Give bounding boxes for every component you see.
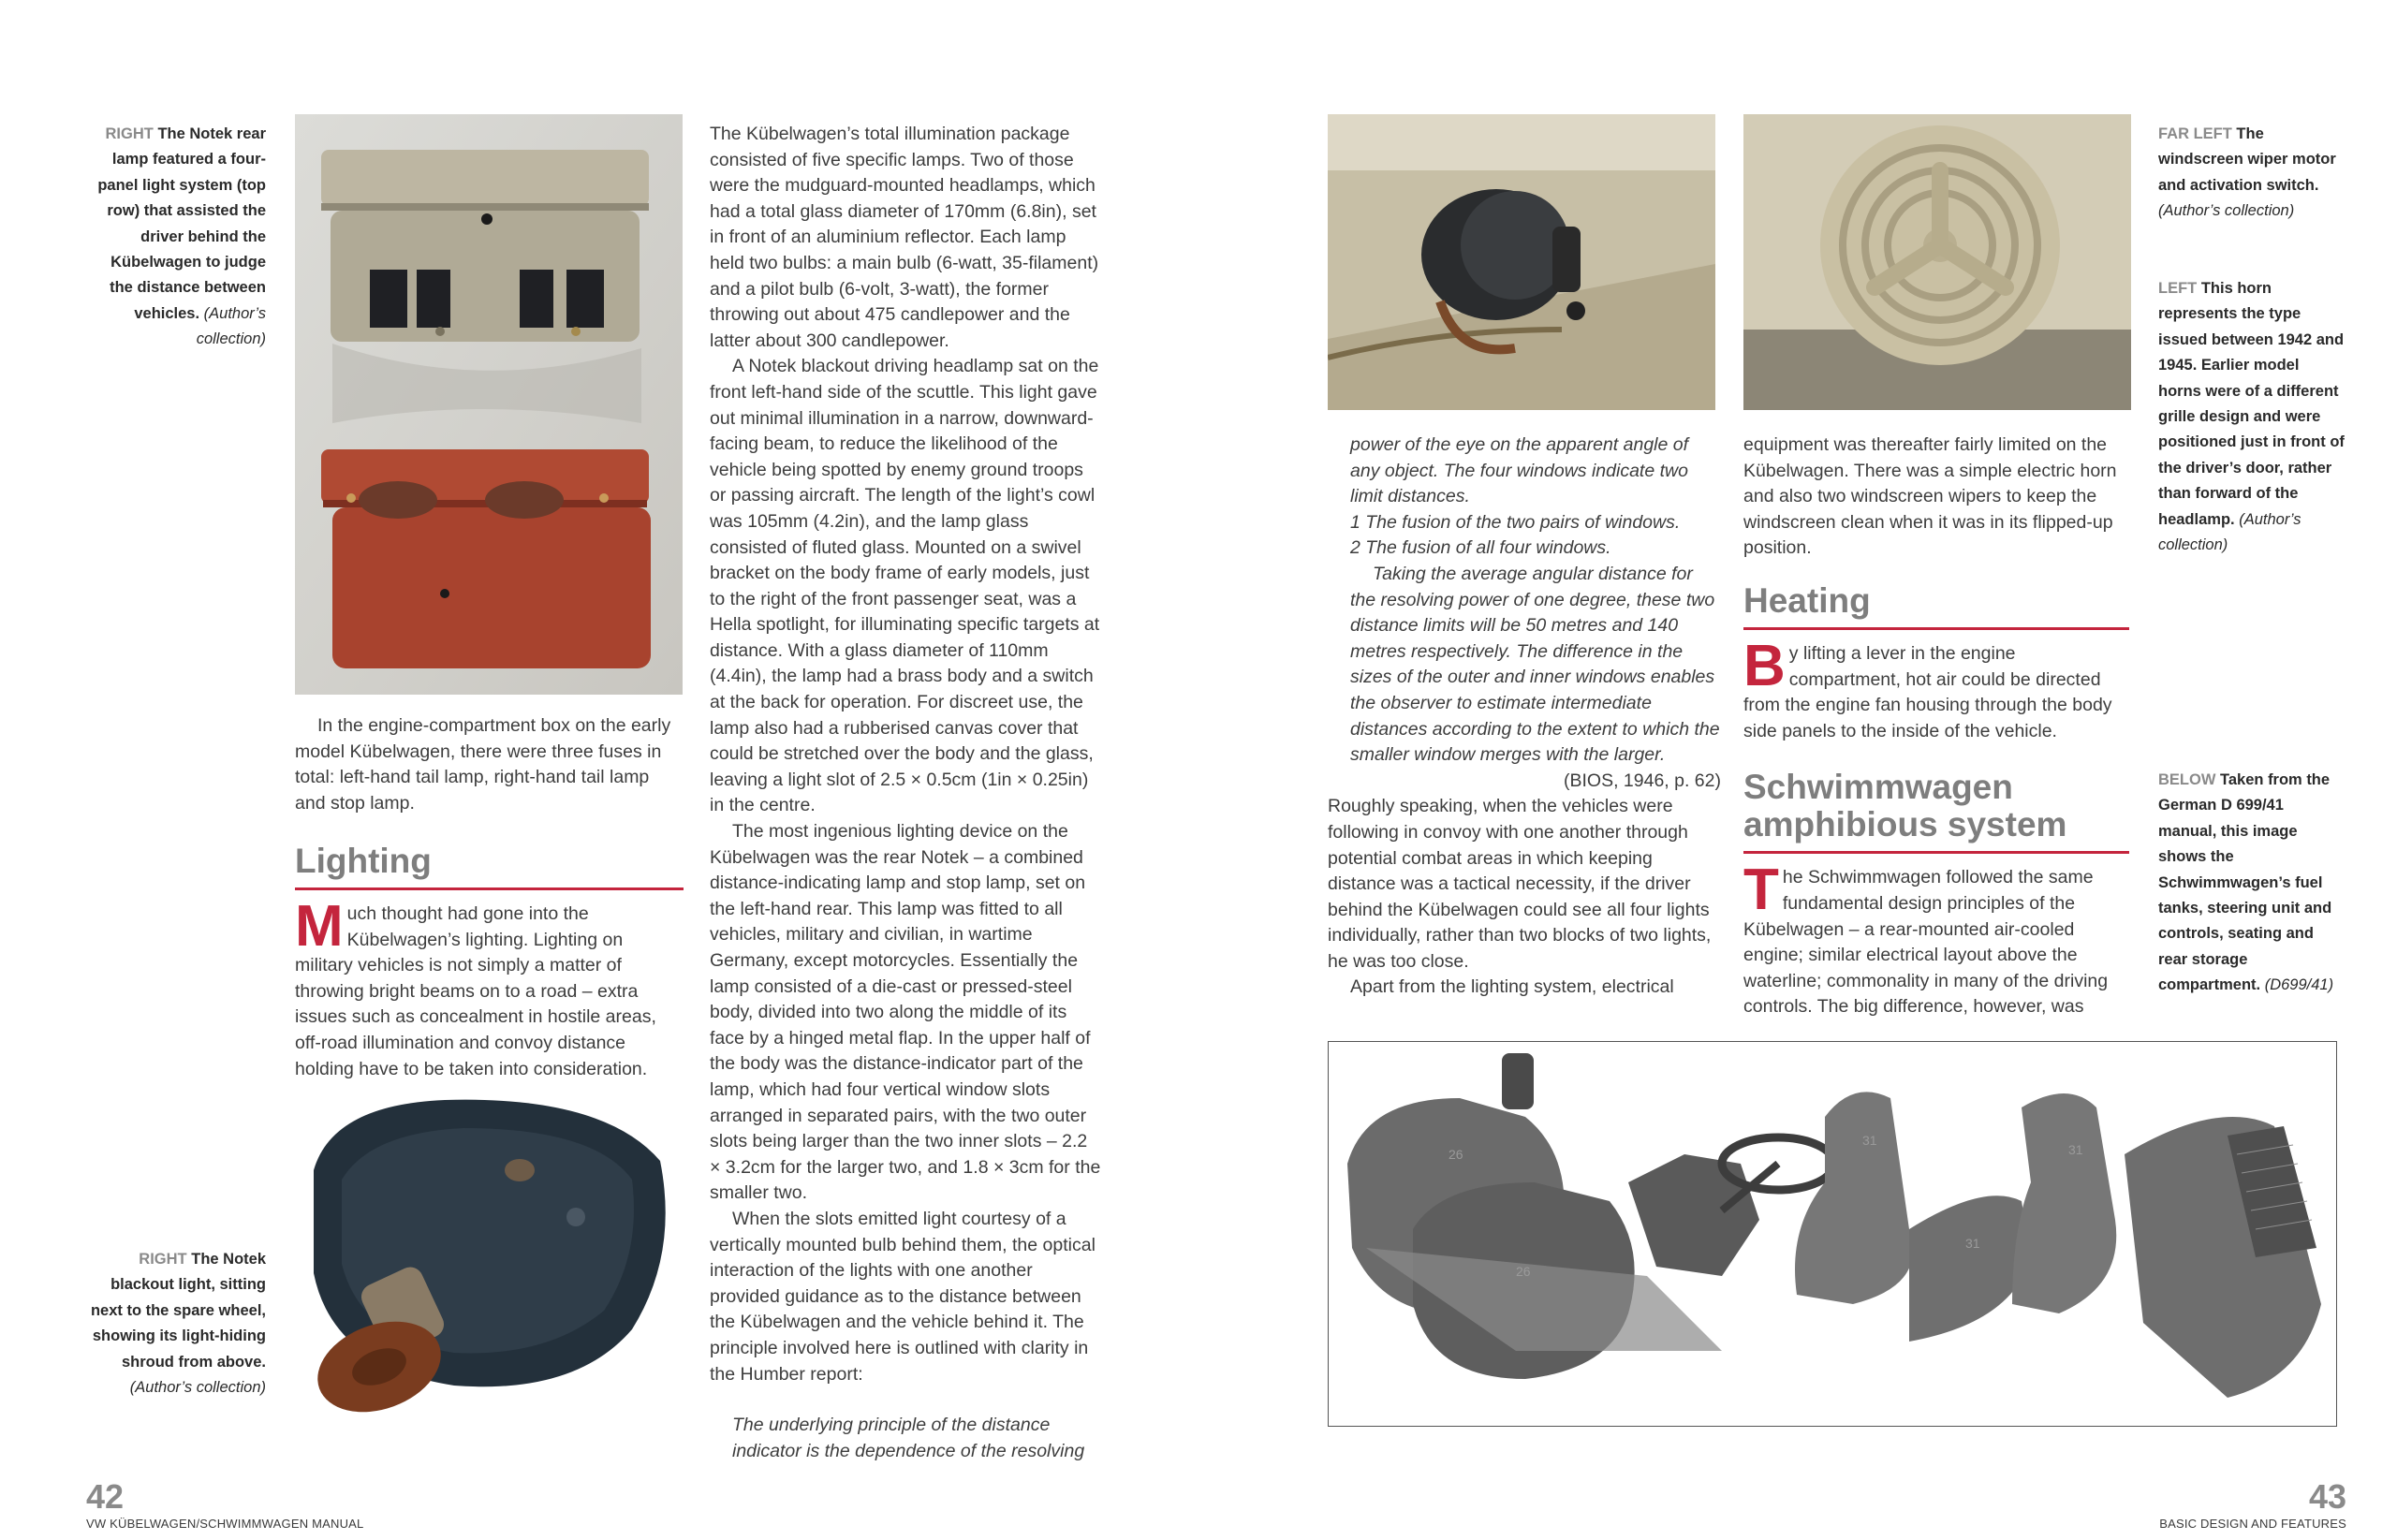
diagram-label: 31 [1965,1236,1980,1251]
lighting-dropcap: M [295,894,344,959]
page-number-right: 43 [2308,1477,2346,1516]
footer-right: BASIC DESIGN AND FEATURES [2159,1517,2346,1531]
lighting-heading-rule [295,887,684,890]
heating-section [1743,582,2129,744]
heating-body [1743,633,2129,744]
schwimmwagen-text: he Schwimmwagen followed the same fundamental design principles of the Kübelwagen – a rear-mounted air-cooled engine; similar electrical layout above the waterline; commonality in many of the driving controls. The big difference, however, was [1743,867,2109,1018]
caption-credit: (Author’s collection) [196,304,266,348]
caption-credit: (Author’s collection) [2158,510,2301,554]
caption-horn [2158,276,2346,558]
diagram-label: 31 [2068,1142,2083,1157]
diagram-label: 31 [1862,1133,1877,1148]
caption-notek-rear-lamp [86,122,266,353]
photo-wiper-motor [1328,114,1715,410]
caption-tag: LEFT [2158,280,2198,297]
caption-tag: RIGHT [139,1251,187,1268]
schwimmwagen-dropcap: T [1743,858,1779,923]
column-1-text [295,713,684,816]
lighting-section [295,843,684,1082]
lighting-heading: Lighting [295,842,432,880]
paragraph: The most ingenious lighting device on the Kübelwagen was the rear Notek – a combined distance-indicating lamp and stop lamp, set on the left-hand rear. This lamp was fitted to all vehicles, military and civilian, in wartime Germany, except motorcycles. Essentially the lamp consisted of a die-cast or pressed-steel body, divided into two along the middle of its face by a hinged metal flap. In the upper half of the body was the distance-indicator part of the lamp, which had four vertical window slots arranged in separated pairs, with the two outer slots being larger than the two inner slots – 2.2 × 3.2cm for the larger two, and 1.8 × 3cm for the smaller two. [710,821,1101,1204]
notek-blackout-light-illustration [295,1086,674,1414]
caption-credit: (Author’s collection) [129,1379,266,1397]
notek-rear-lamp-illustration [295,114,683,695]
horn-illustration [1743,114,2131,410]
heating-heading: Heating [1743,580,1871,620]
caption-text: Taken from the German D 699/41 manual, this image shows the Schwimmwagen’s fuel tanks, steering unit and controls, seating and rear storage compartment. [2158,771,2332,994]
humber-quote: The underlying principle of the distance indicator is the dependence of the resolving [732,1415,1085,1461]
wiper-motor-illustration [1328,114,1715,410]
diagram-label: 26 [1448,1147,1463,1162]
schwimmwagen-heading-line-2: amphibious system [1743,805,2067,844]
schwimmwagen-section [1743,769,2129,1020]
heating-dropcap: B [1743,633,1786,698]
heating-text: y lifting a lever in the engine compartment, hot air could be directed from the engine fan housing through the body side panels to the inside of the vehicle. [1743,642,2112,741]
caption-credit: (Author’s collection) [2158,202,2295,220]
bios-quote [1328,433,1721,769]
quote-line: Taking the average angular distance for the resolving power of one degree, these two distance limits will be 50 metres and 140 metres respectively. The difference in the sizes of the outer and inner windows enables the observer to estimate intermediate distances according to the extent to which the smaller window merges with the larger. [1350,563,1720,766]
paragraph: Roughly speaking, when the vehicles were following in convoy with one another through potential combat areas in which keeping distance was a tactical necessity, if the driver behind the Kübelwagen could see all four lights individually, rather than two blocks of two lights, he was too close. [1328,796,1712,972]
schwimmwagen-body [1743,858,2129,1020]
caption-text: The Notek rear lamp featured a four-panel light system (top row) that assisted the driver behind the Kübelwagen to judge the distance between vehicles. [97,125,266,322]
page-number-left: 42 [86,1477,125,1516]
schwimmwagen-manual-diagram [1328,1041,2337,1427]
caption-text: The windscreen wiper motor and activation switch. [2158,125,2336,194]
quote-line: 2 The fusion of all four windows. [1350,537,1611,559]
caption-wiper-motor [2158,122,2346,225]
caption-tag: FAR LEFT [2158,125,2232,142]
photo-horn [1743,114,2131,410]
schwimmwagen-heading-rule [1743,851,2129,854]
column-3-text [1328,433,1721,1001]
lighting-text: uch thought had gone into the Kübelwagen’s lighting. Lighting on military vehicles is not simply a matter of throwing bright beams on to a road – extra issues such as concealment in hostile areas, off-road illumination and convoy distance holding have to be taken into consideration. [295,903,656,1079]
column-4 [1743,433,2129,1020]
electrical-paragraph: equipment was thereafter fairly limited on the Kübelwagen. There was a simple electric horn and also two windscreen wipers to keep the windscreen clean when it was in its flipped-up position. [1743,434,2117,559]
footer-left: VW KÜBELWAGEN/SCHWIMMWAGEN MANUAL [86,1517,364,1531]
fuel-tanks-seating-illustration [1329,1042,2335,1425]
quote-line: 1 The fusion of the two pairs of windows. [1350,511,1681,533]
schwimmwagen-heading-line-1: Schwimmwagen [1743,768,2013,807]
caption-notek-blackout [86,1247,266,1401]
caption-manual-diagram [2158,768,2346,999]
diagram-label: 26 [1516,1264,1531,1279]
photo-notek-rear-lamp [295,114,683,695]
caption-tag: BELOW [2158,771,2216,788]
bios-citation: (BIOS, 1946, p. 62) [1563,770,1721,791]
lighting-body [295,894,684,1082]
paragraph: A Notek blackout driving headlamp sat on the front left-hand side of the scuttle. This light gave out minimal illumination in a narrow, downward-facing beam, to reduce the likelihood of the vehicle being spotted by enemy ground troops or passing aircraft. The length of the light’s cowl was 105mm (4.2in), and the lamp glass consisted of fluted glass. Mounted on a swivel bracket on the body frame of early models, just to the right of the front passenger seat, was a Hella spotlight, for illuminating specific targets at distance. With a glass diameter of 110mm (4.4in), the lamp had a brass body and a switch at the back for operation. For discreet use, the lamp also had a rubberised canvas cover that could be stretched over the body and the glass, leaving a light slot of 2.5 × 0.5cm (1in × 0.25in) in the centre. [710,356,1100,816]
paragraph: When the slots emitted light courtesy of a vertically mounted bulb behind them, the optical interaction of the lights with one another provided guidance as to the distance between the Kübelwagen and the vehicle behind it. The principle involved here is outlined with clarity in the Humber report: [710,1208,1096,1385]
paragraph: The Kübelwagen’s total illumination package consisted of five specific lamps. Two of those were the mudguard-mounted headlamps, which had a total glass diameter of 170mm (6.8in), set in front of an aluminium reflector. Each lamp held two bulbs: a main bulb (6-watt, 35-filament) and a pilot bulb (6-volt, 3-watt), the former throwing out about 475 candlepower and the latter about 300 candlepower. [710,124,1099,351]
paragraph: Apart from the lighting system, electrical [1350,976,1674,998]
photo-notek-blackout-light [295,1086,674,1414]
heating-heading-rule [1743,627,2129,630]
column-2-text [710,122,1103,1464]
caption-tag: RIGHT [105,125,154,142]
caption-credit: (D699/41) [2264,976,2334,994]
caption-text: This horn represents the type issued between 1942 and 1945. Earlier model horns were of a different grille design and were positioned just in front of the driver’s door, rather than forward of the headlamp. [2158,280,2345,528]
caption-text: The Notek blackout light, sitting next to the spare wheel, showing its light-hiding shroud from above. [90,1251,266,1371]
fuses-paragraph: In the engine-compartment box on the early model Kübelwagen, there were three fuses in total: left-hand tail lamp, right-hand tail lamp and stop lamp. [295,715,671,814]
quote-line: power of the eye on the apparent angle of any object. The four windows indicate two limit distances. [1350,434,1689,507]
